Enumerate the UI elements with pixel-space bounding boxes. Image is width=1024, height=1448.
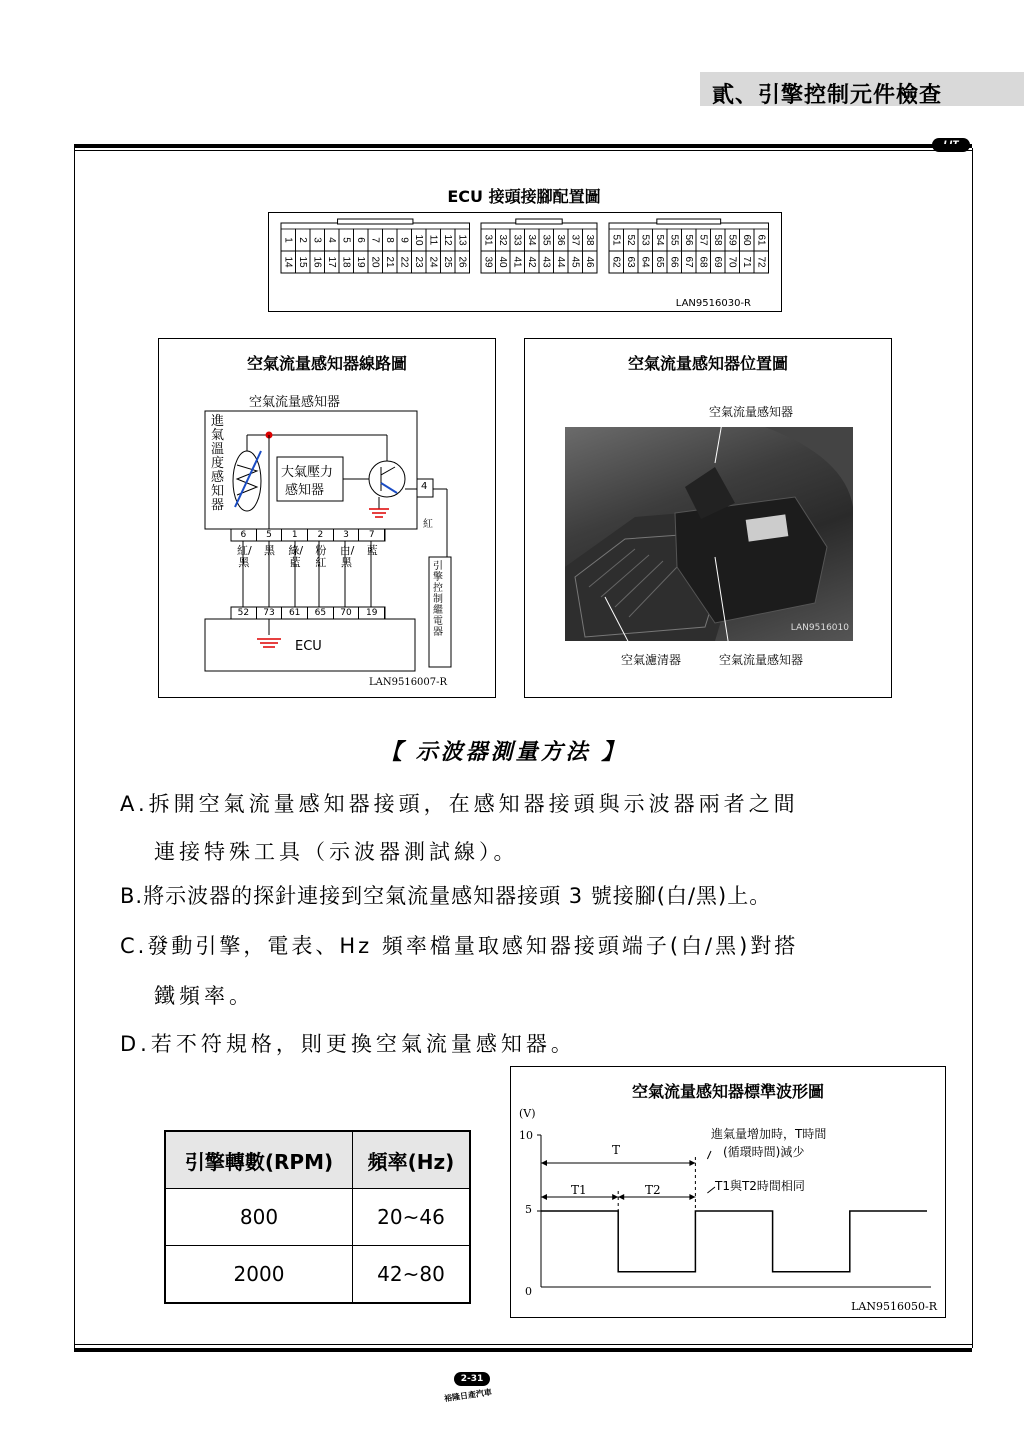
pin-number: 58 — [712, 234, 724, 246]
right-wire-color: 紅 — [423, 519, 433, 530]
pin-number: 32 — [497, 234, 509, 246]
ecu-pin-number: 52 — [231, 607, 257, 619]
connector-key — [657, 219, 721, 224]
page-number: 2-31 — [454, 1372, 490, 1386]
pin-number: 36 — [555, 234, 567, 246]
pin-number: 43 — [540, 256, 552, 268]
label-t2: T2 — [645, 1183, 661, 1197]
thermistor-arrow — [235, 451, 261, 507]
transistor-symbol — [369, 461, 405, 497]
right-border — [972, 148, 973, 1348]
label-t1: T1 — [571, 1183, 587, 1197]
cell-rpm: 2000 — [165, 1246, 353, 1304]
pin-number: 31 — [482, 234, 494, 246]
pin-number: 4 — [326, 237, 338, 243]
publisher-name: 裕隆日產汽車 — [443, 1387, 493, 1404]
note2: T1與T2時間相同 — [715, 1179, 805, 1193]
pin-number: 2 — [297, 237, 309, 243]
pin-number: 41 — [511, 256, 523, 268]
pin-number: 44 — [555, 256, 567, 268]
ecu-connector-figure — [268, 212, 782, 312]
note1-line2: (循環時間)減少 — [723, 1145, 805, 1159]
arrow-head — [541, 1160, 547, 1166]
pin-number: 34 — [526, 234, 538, 246]
ecu-pin-number: 19 — [359, 607, 385, 619]
arrow-head — [618, 1194, 624, 1200]
table-row — [165, 1189, 470, 1246]
airflow-sensor-label: 空氣流量感知器 — [719, 653, 804, 667]
waveform-title: 空氣流量感知器標準波形圖 — [631, 1082, 824, 1101]
sensor-pin-number: 7 — [359, 529, 385, 541]
pin-number: 10 — [413, 234, 425, 246]
pin-number: 5 — [340, 237, 352, 243]
top-rule — [74, 144, 972, 148]
ecu-pin-row — [231, 607, 385, 619]
pin-number: 56 — [683, 234, 695, 246]
wire-color-label: 綠/藍 — [288, 544, 304, 569]
photo-ref: LAN9516010 — [790, 623, 849, 633]
sensor-pin-number: 3 — [334, 529, 360, 541]
connector-key — [338, 219, 413, 224]
table-row — [165, 1246, 470, 1304]
header-frequency: 頻率(Hz) — [353, 1131, 471, 1189]
pin-number: 63 — [625, 256, 637, 268]
pin-number: 23 — [413, 256, 425, 268]
engine-bay-photo — [565, 427, 853, 641]
step-b: B.將示波器的探針連接到空氣流量感知器接頭 3 號接腳(白/黑)上。 — [120, 884, 772, 908]
pin-number: 62 — [610, 256, 622, 268]
pressure-label-2: 感知器 — [285, 483, 325, 498]
pin-number: 8 — [384, 237, 396, 243]
pin-number: 51 — [610, 234, 622, 246]
sensor-pin-number: 6 — [231, 529, 257, 541]
y-tick-10: 10 — [519, 1129, 533, 1142]
pin-number: 46 — [584, 256, 596, 268]
sensor-label: 空氣流量感知器 — [249, 395, 341, 410]
connector-key — [516, 219, 562, 224]
note2-leader — [707, 1187, 715, 1193]
sensor-pin-number: 5 — [257, 529, 283, 541]
wire-color-row — [231, 545, 385, 605]
pin-number: 15 — [297, 256, 309, 268]
arrow-head — [612, 1194, 618, 1200]
cell-frequency: 20~46 — [353, 1189, 471, 1246]
pin-number: 22 — [398, 256, 410, 268]
left-border — [74, 148, 75, 1348]
ecu-connector-diagram — [269, 213, 781, 311]
waveform-figure — [510, 1066, 946, 1318]
pin-number: 54 — [654, 234, 666, 246]
pin-number: 69 — [712, 256, 724, 268]
wiring-figure-ref: LAN9516007-R — [369, 677, 448, 688]
pin-number: 16 — [311, 256, 323, 268]
step-a-line2: 連接特殊工具（示波器測試線）。 — [154, 840, 519, 864]
pin-number: 37 — [569, 234, 581, 246]
pin-number: 57 — [697, 234, 709, 246]
pin-number: 3 — [311, 237, 323, 243]
pin-number: 21 — [384, 256, 396, 268]
pin-number: 59 — [726, 234, 738, 246]
pin-number: 61 — [755, 234, 767, 246]
cell-rpm: 800 — [165, 1189, 353, 1246]
step-c-line1: C.發動引擎，電表、Hz 頻率檔量取感知器接頭端子(白/黑)對搭 — [120, 934, 799, 958]
wire-color-label: 粉紅 — [315, 544, 327, 569]
pin-number: 66 — [668, 256, 680, 268]
pin-number: 17 — [326, 256, 338, 268]
pin-number: 20 — [369, 256, 381, 268]
sensor-pin-row — [231, 529, 385, 541]
wire-color-label: 藍 — [366, 544, 378, 557]
intake-temp-label: 進氣溫度感知器 — [211, 414, 225, 513]
top-rule-thin — [74, 150, 972, 151]
ecu-pin-number: 65 — [308, 607, 334, 619]
pin-number: 11 — [427, 234, 439, 246]
waveform-line — [541, 1211, 927, 1272]
ecu-label: ECU — [295, 639, 322, 654]
pin-number: 70 — [726, 256, 738, 268]
pin-number: 33 — [511, 234, 523, 246]
y-tick-0: 0 — [525, 1285, 532, 1298]
pin-number: 18 — [340, 256, 352, 268]
location-top-label: 空氣流量感知器 — [709, 405, 794, 419]
pin-number: 1 — [282, 237, 294, 243]
ecu-pin-number: 70 — [334, 607, 360, 619]
pressure-label-1: 大氣壓力 — [281, 465, 334, 480]
wire-color-label: 黑 — [264, 544, 275, 557]
pin-number: 42 — [526, 256, 538, 268]
section-title: 貳、引擎控制元件檢查 — [712, 83, 943, 108]
wiring-figure — [158, 338, 496, 698]
pin-number: 60 — [741, 234, 753, 246]
engine-bay-illustration — [565, 427, 853, 641]
ecu-figure-title: ECU 接頭接腳配置圖 — [447, 187, 601, 206]
pin-number: 13 — [456, 234, 468, 246]
pin-number: 45 — [569, 256, 581, 268]
pin-number: 67 — [683, 256, 695, 268]
sensor-pin-number: 2 — [308, 529, 334, 541]
y-tick-5: 5 — [525, 1203, 532, 1216]
pin-number: 7 — [369, 237, 381, 243]
note1-leader — [707, 1151, 711, 1159]
step-c-line2: 鐵頻率。 — [154, 984, 254, 1008]
step-d: D.若不符規格，則更換空氣流量感知器。 — [120, 1032, 576, 1056]
location-figure-title: 空氣流量感知器位置圖 — [627, 354, 788, 373]
bottom-rule-thin — [74, 1344, 972, 1345]
note1-line1: 進氣量增加時，T時間 — [711, 1127, 827, 1141]
wiring-figure-title: 空氣流量感知器線路圖 — [246, 354, 407, 373]
pin-number: 19 — [355, 256, 367, 268]
wire-color-label: 白/黑 — [339, 544, 355, 569]
pin-number: 72 — [755, 256, 767, 268]
table-header-row — [165, 1131, 470, 1189]
bottom-rule — [74, 1348, 972, 1352]
step-a-line1: A.拆開空氣流量感知器接頭，在感知器接頭與示波器兩者之間 — [120, 792, 799, 816]
ecu-figure-ref: LAN9516030-R — [675, 298, 751, 309]
pin-number: 26 — [456, 256, 468, 268]
pin4-label: 4 — [421, 481, 428, 492]
pin-number: 39 — [482, 256, 494, 268]
cell-frequency: 42~80 — [353, 1246, 471, 1304]
header-rpm: 引擎轉數(RPM) — [165, 1131, 353, 1189]
spec-table — [164, 1130, 471, 1304]
pin-number: 35 — [540, 234, 552, 246]
pin-number: 52 — [625, 234, 637, 246]
wire-color-label: 紅/黑 — [237, 544, 252, 569]
pin-number: 24 — [427, 256, 439, 268]
pin-number: 6 — [355, 237, 367, 243]
arrow-head — [689, 1194, 695, 1200]
ecu-pin-number: 73 — [257, 607, 283, 619]
pin-number: 68 — [697, 256, 709, 268]
pin-number: 14 — [282, 256, 294, 268]
pin-number: 71 — [741, 256, 753, 268]
pin-number: 53 — [639, 234, 651, 246]
method-heading: 【 示波器測量方法 】 — [380, 740, 627, 765]
sensor-pin-number: 1 — [282, 529, 308, 541]
y-unit: (V) — [519, 1107, 536, 1120]
pin-number: 40 — [497, 256, 509, 268]
arrow-head — [541, 1194, 547, 1200]
pin-number: 9 — [398, 237, 410, 243]
pin-number: 25 — [442, 256, 454, 268]
pin-number: 55 — [668, 234, 680, 246]
pin-number: 65 — [654, 256, 666, 268]
label-t: T — [612, 1143, 621, 1157]
location-figure — [524, 338, 892, 698]
pin-number: 38 — [584, 234, 596, 246]
air-cleaner-label: 空氣濾清器 — [621, 653, 682, 667]
pin-number: 64 — [639, 256, 651, 268]
arrow-head — [689, 1160, 695, 1166]
relay-label: 引擎控制繼電器 — [433, 561, 443, 638]
ecu-pin-number: 61 — [282, 607, 308, 619]
pin-number: 12 — [442, 234, 454, 246]
waveform-ref: LAN9516050-R — [851, 1300, 937, 1313]
